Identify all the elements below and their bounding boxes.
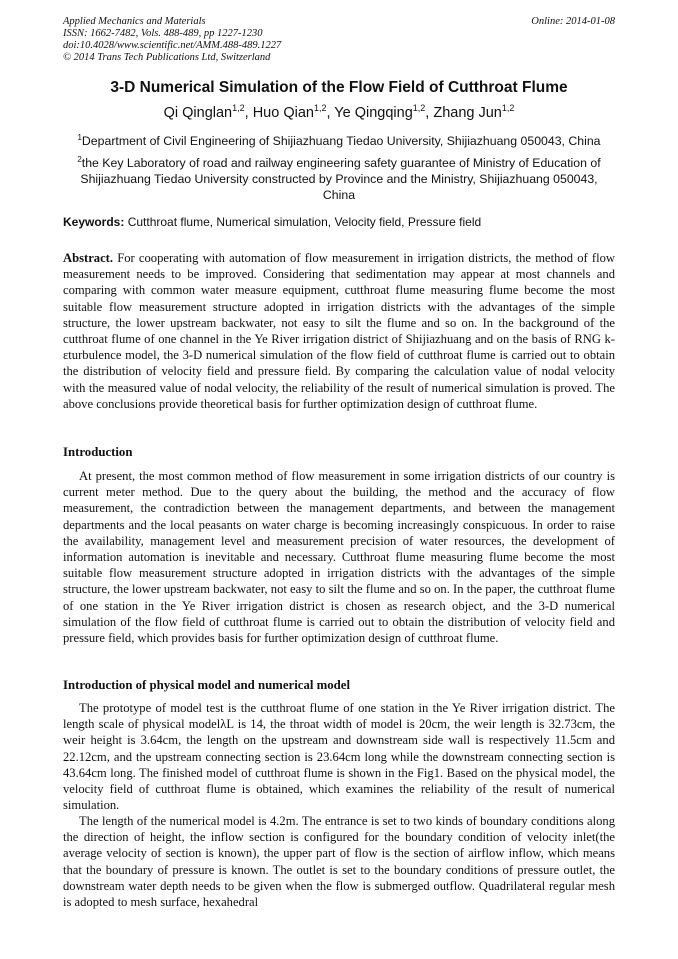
copyright-line: © 2014 Trans Tech Publications Ltd, Switzerland [63, 52, 271, 63]
author-name: Qi Qinglan [163, 104, 233, 121]
author-affiliation-mark: 1,2 [232, 103, 245, 113]
affiliation-text: the Key Laboratory of road and railway engineering safety guarantee of Ministry of Education of Shijiazhuang Tiedao University constructed by Province and the Ministry, Shijiazhuang 050043, China [80, 156, 601, 203]
online-date: Online: 2014-01-08 [531, 16, 615, 27]
paper-title: 3-D Numerical Simulation of the Flow Field of Cutthroat Flume [110, 79, 568, 96]
author-separator: , [244, 104, 253, 121]
section-heading-introduction: Introduction [63, 445, 133, 459]
author-list [40, 103, 638, 121]
author-affiliation-mark: 1,2 [501, 103, 515, 113]
affiliation-mark: 2 [77, 155, 82, 164]
issn-line: ISSN: 1662-7482, Vols. 488-489, pp 1227-1230 [63, 28, 263, 39]
affiliation-mark: 1 [77, 133, 82, 142]
section-heading-model: Introduction of physical model and numerical model [63, 678, 351, 692]
author-affiliation-mark: 1,2 [412, 103, 426, 113]
introduction-paragraph: At present, the most common method of flow measurement in some irrigation districts of our country is current meter method. Due to the query about the building, the method and the accuracy of flow measurement, the contradiction between the management departments, and between the management departments and the local peasants on water charge is becoming increasingly conspicuous. In order to raise the availability, management level and measurement precision of water resources, the development of information automation is inevitable and necessary. Cutthroat flume measuring flume become the most suitable flow measurement structure adopted in irrigation districts with the advantages of the simple structure, the lower upstream backwater, not easy to silt the flume and so on. In the paper, the cutthroat flume of one station in the Ye River irrigation district is chosen as research object, and the 3-D numerical simulation of the flow field of cutthroat flume is carried out to obtain the distribution of velocity field and pressure field, which provides basis for further optimization design of cutthroat flume. [63, 469, 615, 646]
keywords [63, 215, 615, 229]
author-affiliation-mark: 1,2 [313, 103, 327, 113]
keywords-text: Cutthroat flume, Numerical simulation, Velocity field, Pressure field [127, 215, 482, 229]
author-name: Huo Qian [252, 104, 314, 121]
affiliation-1 [63, 130, 615, 149]
author-name: Ye Qingqing [334, 104, 413, 121]
abstract-label: Abstract. [63, 251, 114, 265]
model-paragraph-1: The prototype of model test is the cutthroat flume of one station in the Ye River irrigation district. The length scale of physical modelλL is 14, the throat width of model is 20cm, the weir length is 32.73cm, the weir height is 3.64cm, the length on the upstream and downstream side wall is respectively 11.5cm and 22.12cm, and the upstream connecting section is 23.64cm long while the downstream connecting section is 43.64cm long. The finished model of cutthroat flume is shown in the Fig1. Based on the physical model, the velocity field of cutthroat flume is obtained, which examines the reliability of the result of numerical simulation. [63, 701, 615, 813]
model-paragraph-2: The length of the numerical model is 4.2m. The entrance is set to two kinds of boundary conditions along the direction of height, the inflow section is configured for the boundary condition of velocity inlet(the average velocity of section is known), the upper part of flow is the section of airflow inflow, which means that the boundary of pressure is known. The outlet is set to the boundary conditions of pressure outlet, the downstream water depth needs to be given when the flow is submerged outflow. Quadrilateral regular mesh is adopted to mesh surface, hexahedral [63, 814, 615, 910]
affiliation-2 [63, 152, 615, 203]
author-separator: , [425, 104, 434, 121]
author-name: Zhang Jun [433, 104, 502, 121]
affiliation-text: Department of Civil Engineering of Shijiazhuang Tiedao University, Shijiazhuang 050043, China [81, 134, 601, 149]
abstract-text: For cooperating with automation of flow measurement in irrigation districts, the method of flow measurement needs to be improved. Considering that sedimentation may appear at most channels and comparing with common water measure equipment, cutthroat flume measuring flume become the most suitable flow measurement structure adopted in irrigation districts with the advantages of the simple structure, the lower upstream backwater, not easy to silt the flume and so on. In the background of the cutthroat flume of one channel in the Ye River irrigation district of Shijiazhuang and on the basis of RNG k-εturbulence model, the 3-D numerical simulation of the flow field of cutthroat flume is carried out to obtain the distribution of velocity field and pressure field. By comparing the calculation value of nodal velocity with the measured value of nodal velocity, the reliability of the result of numerical simulation is proved. The above conclusions provide theoretical basis for further optimization design of cutthroat flume. [63, 251, 615, 411]
abstract [63, 250, 615, 412]
doi-line: doi:10.4028/www.scientific.net/AMM.488-489.1227 [63, 40, 282, 51]
journal-header [63, 16, 615, 64]
keywords-label: Keywords: [63, 215, 125, 229]
journal-name: Applied Mechanics and Materials [63, 16, 206, 27]
author-separator: , [326, 104, 335, 121]
